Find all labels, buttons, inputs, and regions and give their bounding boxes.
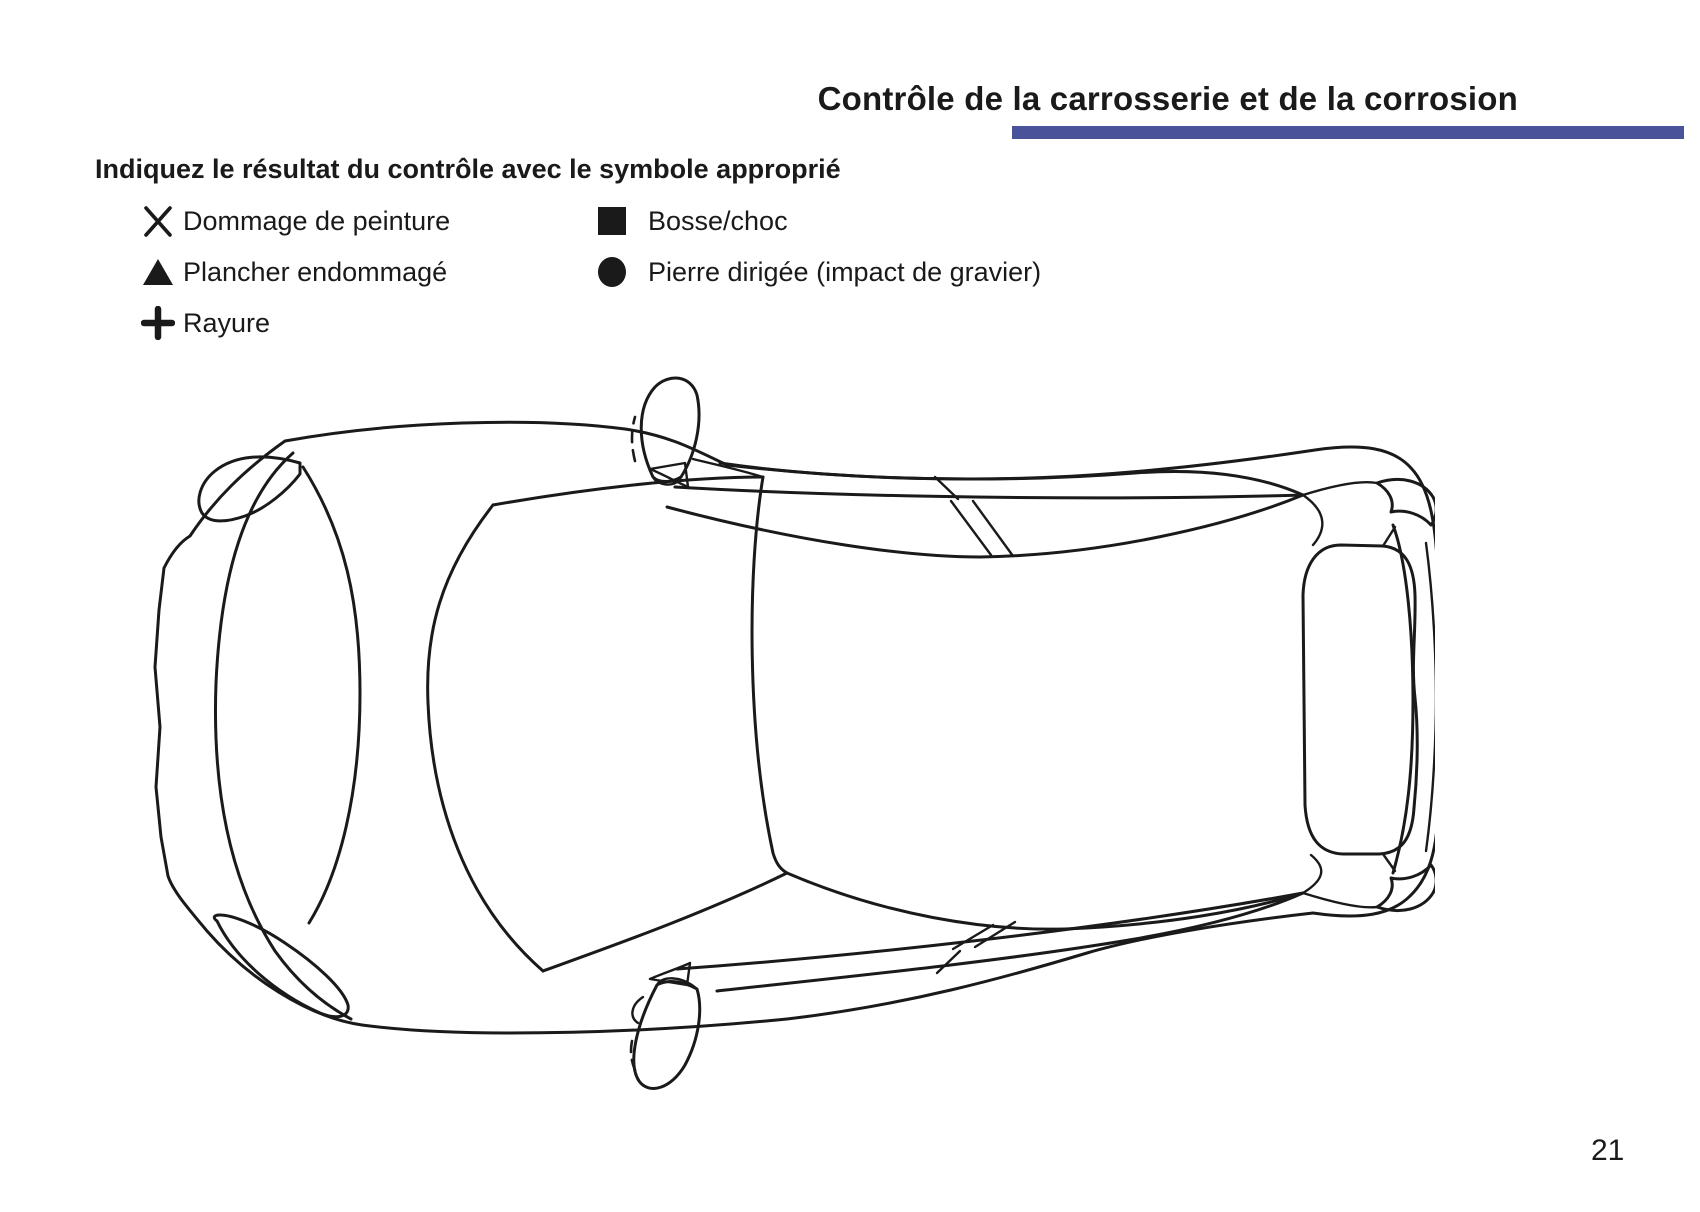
legend-label: Rayure [183,307,271,338]
car-body-outline [155,422,1435,1033]
x-mark-icon [141,204,183,238]
plus-icon [141,306,183,340]
square-icon [595,204,648,238]
hood-seam-line [303,467,360,923]
legend-label: Plancher endommagé [183,256,448,287]
hatch-top-tick [1383,527,1395,546]
b-pillar-bottom-1 [937,951,960,973]
windshield-bottom-edge [543,873,787,971]
circle-icon [595,255,648,289]
front-bumper-inner-line [215,453,351,1019]
windshield-cowl-line [428,505,543,971]
headlight-left-bottom [214,915,348,1017]
b-pillar-top-3 [973,501,1013,556]
instruction-text: Indiquez le résultat du contrôle avec le symbole approprié [95,154,841,184]
roof-front-edge [752,477,787,873]
legend-item-paint-damage [141,201,450,241]
page-number: 21 [1591,1134,1625,1167]
taillight-bottom-seam [1303,893,1377,907]
rear-window [1303,545,1417,854]
legend-label: Dommage de peinture [183,205,451,236]
page-title: Contrôle de la carrosserie et de la corrosion [817,80,1518,117]
rear-quarter-bottom-seam [1303,855,1321,893]
hatch-outline [1393,525,1413,873]
b-pillar-top-2 [951,501,991,555]
legend-label: Bosse/choc [648,205,788,236]
hatch-bottom-tick [1383,854,1395,871]
legend-item-scratch [141,303,270,343]
taillight-top [1377,479,1435,525]
triangle-icon [141,255,183,289]
beltline-top [720,463,1303,495]
taillight-top-seam [1303,482,1377,495]
rear-bumper-seam [1426,543,1435,851]
side-mirror-top-hidden-edge [632,417,635,461]
b-pillar-bottom-2 [953,925,993,949]
car-top-view-diagram [145,373,1435,1097]
legend-item-floor-damage [141,252,447,292]
car-inspection-diagram [145,373,1435,1097]
legend-item-stone-chip [595,252,1041,292]
legend-label: Pierre dirigée (impact de gravier) [648,256,1042,287]
roofline-bottom [677,893,1303,969]
rear-quarter-top-seam [1303,495,1322,545]
title-underline-bar [1012,126,1684,139]
legend-item-dent [595,201,788,241]
roofline-top [675,487,1303,498]
